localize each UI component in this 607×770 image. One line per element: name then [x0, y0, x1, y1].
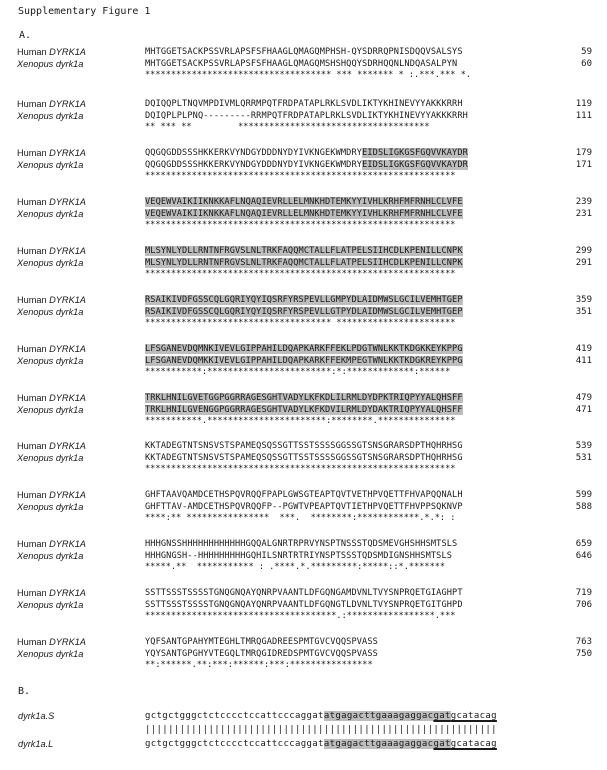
xenopus-position: 411 [575, 356, 592, 366]
human-label [17, 147, 86, 159]
dna-match-line: ||||||||||||||||||||||||||||||||||||||||||||||||||||||||||||| [145, 725, 497, 735]
xenopus-position: 351 [575, 307, 592, 317]
human-position: 299 [575, 246, 592, 256]
human-sequence: SSTTSSSTSSSSTGNQGNQAYQNRPVAANTLDFGQNGAMDVNLTVYSNPRQETGIAGHPT [145, 588, 463, 598]
species-name: Human [17, 197, 50, 207]
human-label [17, 245, 86, 257]
human-position: 539 [575, 441, 592, 451]
human-label [17, 294, 86, 306]
xenopus-label: Xenopus dyrk1a [17, 453, 84, 463]
gene-name: DYRK1A [49, 295, 86, 305]
human-sequence: QQGQGDDSSSHKKERKVYNDGYDDDNYDYIVKNGEKWMDRYEIDSLIGKGSFGQVVKAYDR [145, 148, 468, 158]
human-label [17, 587, 86, 599]
kinase-domain-highlight: TRKLHNILGVETGGPGGRRAGESGHTVADYLKFKDLILRMLDYDPKTRIQPYYALQHSFF [145, 393, 463, 403]
human-position: 719 [575, 588, 592, 598]
consensus-line: ***********.***********************:********.*************** [145, 416, 456, 426]
consensus-line: ************************************************************ [145, 464, 456, 474]
alignment-block [0, 98, 607, 134]
xenopus-label: Xenopus dyrk1a [17, 502, 84, 512]
alignment-block [0, 440, 607, 476]
underlined-region: gcatacag [450, 711, 497, 721]
species-name: Human [17, 637, 50, 647]
alignment-block [0, 489, 607, 525]
xenopus-label: Xenopus dyrk1a [17, 160, 84, 170]
human-sequence [145, 245, 463, 257]
human-position: 59 [581, 47, 592, 57]
start-codon-region: gat [433, 739, 451, 749]
consensus-line: **:******.**:***:******:***:**************** [145, 660, 373, 670]
species-name: Human [17, 47, 50, 57]
human-sequence [145, 392, 463, 404]
kinase-domain-highlight: MLSYNLYDLLRNTNFRGVSLNLTRKFAQQMCTALLFLATPELSIIHCDLKPENILLCNPK [145, 258, 463, 268]
human-label [17, 489, 86, 501]
human-label [17, 538, 86, 550]
human-position: 763 [575, 637, 592, 647]
xenopus-position: 531 [575, 453, 592, 463]
section-b-label: B. [18, 686, 31, 697]
kinase-domain-highlight: RSAIKIVDFGSSCQLGQRIYQYIQSRFYRSPEVLLGMPYDLAIDMWSLGCILVEMHTGEP [145, 295, 463, 305]
xenopus-position: 111 [575, 111, 592, 121]
species-name: Human [17, 588, 50, 598]
alignment-block [0, 392, 607, 428]
xenopus-label: Xenopus dyrk1a [17, 600, 84, 610]
gene-name: DYRK1A [49, 197, 86, 207]
underlined-region: gcatacag [450, 739, 497, 749]
human-sequence: YQFSANTGPAHYMTEGHLTMRQGADREESPMTGVCVQQSPVASS [145, 637, 378, 647]
xenopus-position: 706 [575, 600, 592, 610]
human-label [17, 343, 86, 355]
kinase-domain-highlight: EIDSLIGKGSFGQVVKAYDR [362, 148, 468, 158]
consensus-line: ************************************************************ [145, 171, 456, 181]
gene-name: DYRK1A [49, 588, 86, 598]
xenopus-label: Xenopus dyrk1a [17, 551, 84, 561]
xenopus-label: Xenopus dyrk1a [17, 258, 84, 268]
species-name: Human [17, 99, 50, 109]
kinase-domain-highlight: MLSYNLYDLLRNTNFRGVSLNLTRKFAQQMCTALLFLATPELSIIHCDLKPENILLCNPK [145, 246, 463, 256]
species-name: Human [17, 344, 50, 354]
human-position: 359 [575, 295, 592, 305]
gene-name: DYRK1A [49, 47, 86, 57]
consensus-line: ************************************************************ [145, 269, 456, 279]
kinase-domain-highlight: LFSGANEVDQMKKIVEVLGIPPAHILDQAPKARKFFEKMPEGTWNLKKTKDGKREYKPPG [145, 356, 463, 366]
gene-name: DYRK1A [49, 637, 86, 647]
alignment-block [0, 538, 607, 574]
kinase-domain-highlight: RSAIKIVDFGSSCQLGQRIYQYIQSRFYRSPEVLLGTPYDLAIDMWSLGCILVEMHTGEP [145, 307, 463, 317]
consensus-line: ****:** **************** ***. ********:************.*.*: : [145, 513, 456, 523]
species-name: Human [17, 441, 50, 451]
dna-label-s: dyrk1a.S [18, 711, 55, 721]
alignment-block [0, 587, 607, 623]
xenopus-position: 471 [575, 405, 592, 415]
human-sequence: KKTADEGTNTSNSVSTSPAMEQSQSSGTTSSTSSSSGGSSGTSNSGRARSDPTHQHRHSG [145, 441, 463, 451]
gene-name: DYRK1A [49, 490, 86, 500]
kinase-domain-highlight: TRKLHNILGVENGGPGGRRAGESGHTVADYLKFKDVILRMLDYDAKTRIQPYYALQHSFF [145, 405, 463, 415]
dna-seq-s: gctgctgggctctcccctccattcccaggatatgagacttgaaagaggacgatgcatacag [145, 711, 497, 721]
human-position: 479 [575, 393, 592, 403]
xenopus-label: Xenopus dyrk1a [17, 307, 84, 317]
dna-highlight: atgagacttgaaagaggac [323, 739, 434, 749]
gene-name: DYRK1A [49, 148, 86, 158]
gene-name: DYRK1A [49, 246, 86, 256]
human-sequence: MHTGGETSACKPSSVRLAPSFSFHAAGLQMAGQMPHSH-QYSDRRQPNISDQQVSALSYS [145, 47, 463, 57]
human-sequence [145, 196, 463, 208]
gene-name: DYRK1A [49, 539, 86, 549]
alignment-block [0, 147, 607, 183]
consensus-line: ** *** ** ************************************* [145, 122, 430, 132]
alignment-block [0, 196, 607, 232]
dna-seq-l: gctgctgggctctcccctccattcccaggatatgagacttgaaagaggacgatgcatacag [145, 739, 497, 749]
xenopus-label: Xenopus dyrk1a [17, 111, 84, 121]
xenopus-position: 291 [575, 258, 592, 268]
xenopus-label: Xenopus dyrk1a [17, 59, 84, 69]
kinase-domain-highlight: LFSGANEVDQMNKIVEVLGIPPAHILDQAPKARKFFEKLPDGTWNLKKTKDGKKEYKPPG [145, 344, 463, 354]
human-sequence: DQIQQPLTNQVMPDIVMLQRRMPQTFRDPATAPLRKLSVDLIKTYKHINEVYYAKKKRRH [145, 99, 463, 109]
xenopus-position: 588 [575, 502, 592, 512]
human-label [17, 98, 86, 110]
kinase-domain-highlight: VEQEWVAIKIIKNKKAFLNQAQIEVRLLELMNKHDTEMKYYIVHLKRHFMFRNHLCLVFE [145, 197, 463, 207]
consensus-line: ************************************************************ [145, 220, 456, 230]
xenopus-label: Xenopus dyrk1a [17, 405, 84, 415]
xenopus-position: 231 [575, 209, 592, 219]
consensus-line: *****.** *********** : .****.*.*********:*****::*.******* [145, 562, 446, 572]
human-label [17, 440, 86, 452]
human-position: 179 [575, 148, 592, 158]
species-name: Human [17, 246, 50, 256]
human-label [17, 46, 86, 58]
alignment-block [0, 343, 607, 379]
xenopus-position: 171 [575, 160, 592, 170]
xenopus-sequence: HHHGNGSH--HHHHHHHHHGQHILSNRTRTRIYNSPTSSSTQDSMDIGNSHHSMTSLS [145, 551, 453, 561]
xenopus-sequence: MHTGGETSACKPSSVRLAPSFSFHAAGLQMAGQMSHSHQQYSDRHQQNLNDQASALPYN [145, 59, 458, 69]
human-position: 599 [575, 490, 592, 500]
consensus-line: ***********:************************:*:*************:****** [145, 367, 451, 377]
dna-label-l: dyrk1a.L [18, 739, 54, 749]
gene-name: DYRK1A [49, 393, 86, 403]
consensus-line: *************************************.:*****************.*** [145, 611, 456, 621]
human-sequence: GHFTAAVQAMDCETHSPQVRQQFPAPLGWSGTEAPTQVTVETHPVQETTFHVAPQQNALH [145, 490, 463, 500]
consensus-line: ************************************ *********************** [145, 318, 456, 328]
species-name: Human [17, 295, 50, 305]
human-sequence [145, 343, 463, 355]
alignment-block [0, 294, 607, 330]
species-name: Human [17, 490, 50, 500]
xenopus-sequence: SSTTSSSTSSSSTGNQGNQAYQNRPVAANTLDFGQNGTLDVNLTVYSNPRQETGITGHPD [145, 600, 463, 610]
section-a-label: A. [19, 30, 32, 41]
alignment-block [0, 636, 607, 672]
kinase-domain-highlight: EIDSLIGKGSFGQVVKAYDR [362, 160, 468, 170]
species-name: Human [17, 148, 50, 158]
dna-highlight: atgagacttgaaagaggac [323, 711, 434, 721]
xenopus-position: 60 [581, 59, 592, 69]
xenopus-label: Xenopus dyrk1a [17, 649, 84, 659]
human-position: 119 [575, 99, 592, 109]
kinase-domain-highlight: VEQEWVAIKIIKNKKAFLNQAQIEVRLLELMNKHDTEMKYYIVHLKRHFMFRNHLCLVFE [145, 209, 463, 219]
human-position: 659 [575, 539, 592, 549]
xenopus-label: Xenopus dyrk1a [17, 356, 84, 366]
start-codon-region: gat [433, 711, 451, 721]
species-name: Human [17, 539, 50, 549]
human-position: 239 [575, 197, 592, 207]
human-label [17, 392, 86, 404]
xenopus-sequence: YQYSANTGPGHYVTEGQLTMRQGIDREDSPMTGVCVQQSPVASS [145, 649, 378, 659]
human-label [17, 636, 86, 648]
gene-name: DYRK1A [49, 99, 86, 109]
alignment-block [0, 46, 607, 82]
human-label [17, 196, 86, 208]
gene-name: DYRK1A [49, 344, 86, 354]
human-position: 419 [575, 344, 592, 354]
xenopus-sequence: DQIQPLPLPNQ---------RRMPQTFRDPATAPLRKLSVDLIKTYKHINEVYYAKKKRRH [145, 111, 468, 121]
figure-title: Supplementary Figure 1 [18, 6, 151, 17]
consensus-line: ************************************ *** ******* * :.***.*** *. [145, 70, 471, 80]
xenopus-label: Xenopus dyrk1a [17, 209, 84, 219]
alignment-block [0, 245, 607, 281]
xenopus-sequence: KKTADEGTNTSNSVSTSPAMEQSQSSGTTSSTSSSSGGSSGTSNSGRARSDPTHQHRHSG [145, 453, 463, 463]
gene-name: DYRK1A [49, 441, 86, 451]
xenopus-position: 750 [575, 649, 592, 659]
xenopus-position: 646 [575, 551, 592, 561]
human-sequence [145, 294, 463, 306]
xenopus-sequence: QQGQGDDSSSHKKERKVYNDGYDDDNYDYIVKNGEKWMDRYEIDSLIGKGSFGQVVKAYDR [145, 160, 468, 170]
human-sequence: HHHGNSSHHHHHHHHHHHHGQQALGNRTRPRVYNSPTNSSSTQDSMEVGHSHHSMTSLS [145, 539, 458, 549]
xenopus-sequence: GHFTTAV-AMDCETHSPQVRQQFP--PGWTVPEAPTQVTIETHPVQETTFHVPPSQKNVP [145, 502, 463, 512]
species-name: Human [17, 393, 50, 403]
